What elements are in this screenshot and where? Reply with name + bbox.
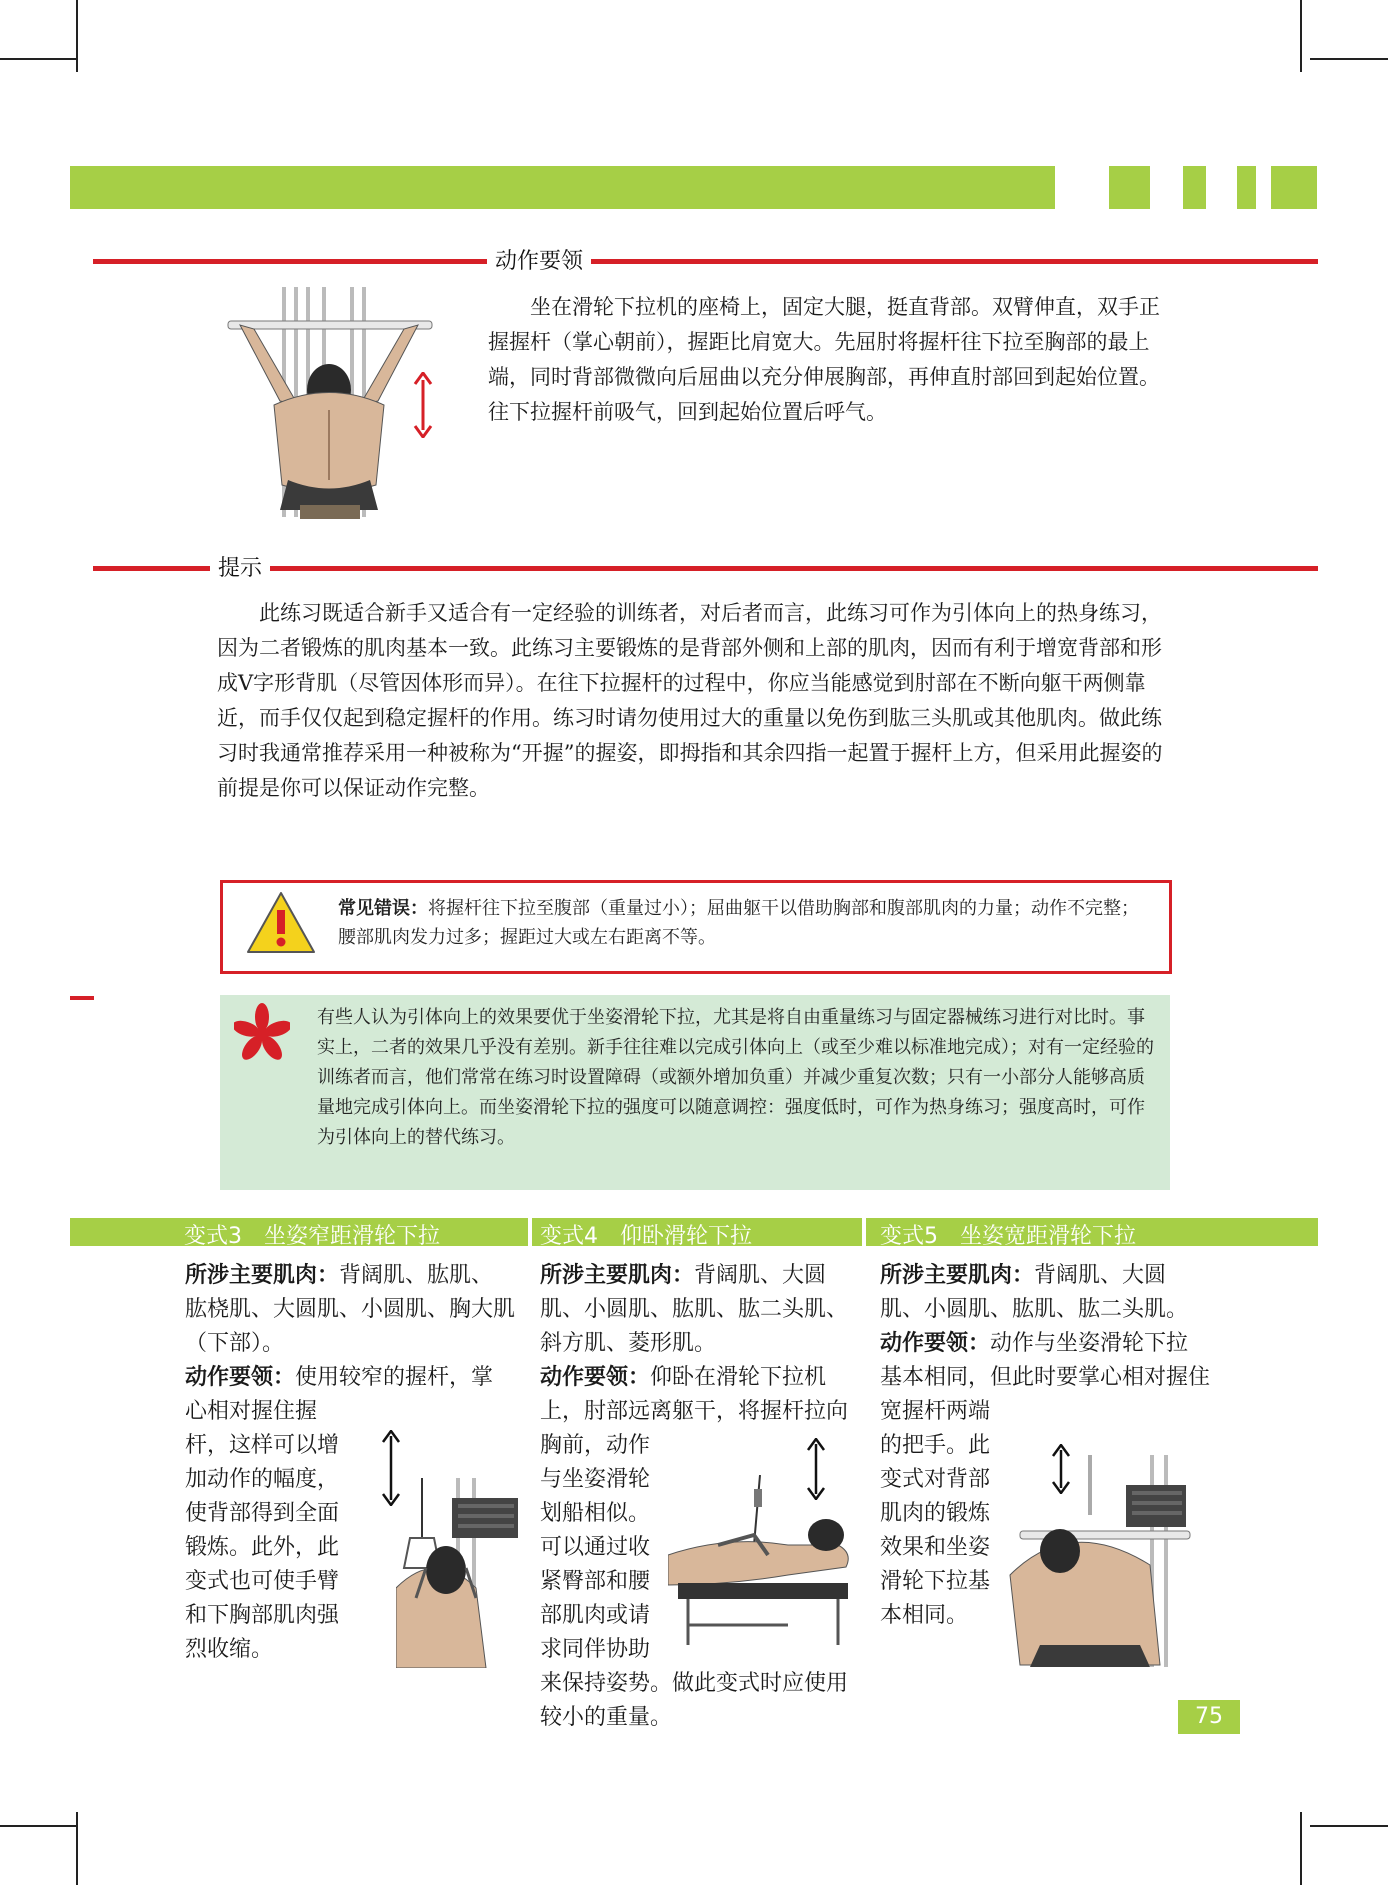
muscles-label: 所涉主要肌肉： [880, 1262, 1035, 1288]
tips-text: 仰卧在滑轮下拉机上，肘部远离躯干，将握杆拉向胸前，动作与坐姿滑轮划船相似。可以通过收紧臀部和腰部肌肉或请求同伴协助来保持姿势。做此变式时应使用较小的重量。 [540, 1365, 849, 1730]
variation-3-title: 变式3 坐姿窄距滑轮下拉 [184, 1224, 440, 1249]
common-mistakes-text [338, 894, 1153, 952]
header-block [1109, 166, 1150, 209]
lat-pulldown-illustration [218, 285, 438, 520]
variation-3-muscles [185, 1258, 515, 1361]
tips-label: 动作要领： [880, 1330, 991, 1356]
header-block [1237, 166, 1256, 209]
section-rule [93, 566, 1318, 571]
section1-body: 坐在滑轮下拉机的座椅上，固定大腿，挺直背部。双臂伸直，双手正握握杆（掌心朝前），握距比肩宽大。先屈肘将握杆往下拉至胸部的最上端，同时背部微微向后屈曲以充分伸展胸部，再伸直肘部回到起始位置。往下拉握杆前吸气，回到起始位置后呼气。 [488, 295, 1160, 424]
variation-4-title: 变式4 仰卧滑轮下拉 [540, 1224, 752, 1249]
lying-pulldown-illustration [668, 1475, 858, 1655]
crop-mark [0, 1825, 76, 1827]
tips-label: 动作要领： [185, 1364, 296, 1390]
variation-5-title: 变式5 坐姿宽距滑轮下拉 [880, 1224, 1136, 1249]
muscles-label: 所涉主要肌肉： [185, 1262, 340, 1288]
crop-mark [1300, 1812, 1302, 1885]
variation-5-muscles [880, 1258, 1210, 1327]
crop-mark [1310, 58, 1388, 60]
margin-mark [70, 996, 94, 1000]
crop-mark [1310, 1825, 1388, 1827]
narrow-grip-pulldown-illustration [396, 1478, 518, 1668]
muscles-text: 背阔肌、大圆肌、小圆肌、肱肌、肱二头肌、斜方肌、菱形肌。 [540, 1263, 849, 1356]
crop-mark [76, 1812, 78, 1885]
header-block [1271, 166, 1317, 209]
crop-mark [0, 58, 76, 60]
note-text: 有些人认为引体向上的效果要优于坐姿滑轮下拉，尤其是将自由重量练习与固定器械练习进行对比时。事实上，二者的效果几乎没有差别。新手往往难以完成引体向上（或至少难以标准地完成）；对有一定经验的训练者而言，他们常常在练习时设置障碍（或额外增加负重）并减少重复次数；只有一小部分人能够高质量地完成引体向上。而坐姿滑轮下拉的强度可以随意调控：强度低时，可作为热身练习；强度高时，可作为引体向上的替代练习。 [317, 1007, 1154, 1148]
tips-text: 动作与坐姿滑轮下拉基本相同，但此时要掌心相对握住宽握杆两端的把手。此变式对背部肌肉的锻炼效果和坐姿滑轮下拉基本相同。 [880, 1331, 1211, 1628]
muscles-label: 所涉主要肌肉： [540, 1262, 695, 1288]
page-number: 75 [1178, 1700, 1240, 1734]
section2-body: 此练习既适合新手又适合有一定经验的训练者，对后者而言，此练习可作为引体向上的热身练习，因为二者锻炼的肌肉基本一致。此练习主要锻炼的是背部外侧和上部的肌肉，因而有利于增宽背部和形成V字形背肌（尽管因体形而异）。在往下拉握杆的过程中，你应当能感觉到肘部在不断向躯干两侧靠近，而手仅仅起到稳定握杆的作用。练习时请勿使用过大的重量以免伤到肱三头肌或其他肌肉。做此练习时我通常推荐采用一种被称为“开握”的握姿，即拇指和其余四指一起置于握杆上方，但采用此握姿的前提是你可以保证动作完整。 [217, 601, 1163, 800]
wide-grip-pulldown-illustration [1000, 1455, 1198, 1667]
tips-label: 动作要领： [540, 1364, 651, 1390]
header-bar [70, 166, 1055, 209]
section-title: 提示 [210, 551, 270, 582]
warning-icon [245, 890, 317, 956]
warning-label: 常见错误： [338, 898, 428, 919]
crop-mark [1300, 0, 1302, 72]
section-rule [93, 259, 1318, 264]
section-title: 动作要领 [487, 244, 591, 275]
muscles-text: 背阔肌、大圆肌、小圆肌、肱肌、肱二头肌。 [880, 1263, 1189, 1322]
header-block [1183, 166, 1206, 209]
tips-text: 使用较窄的握杆，掌心相对握住握杆，这样可以增加动作的幅度，使背部得到全面锻炼。此外，此变式也可使手臂和下胸部肌肉强烈收缩。 [185, 1365, 494, 1662]
up-down-arrow-icon [412, 372, 434, 438]
crop-mark [76, 0, 78, 72]
asterisk-icon [234, 1003, 290, 1065]
variation-4-muscles [540, 1258, 856, 1361]
warning-body: 将握杆往下拉至腹部（重量过小）；屈曲躯干以借助胸部和腹部肌肉的力量；动作不完整；腰部肌肉发力过多；握距过大或左右距离不等。 [338, 898, 1139, 948]
muscles-text: 背阔肌、肱肌、肱桡肌、大圆肌、小圆肌、胸大肌（下部）。 [185, 1263, 516, 1356]
